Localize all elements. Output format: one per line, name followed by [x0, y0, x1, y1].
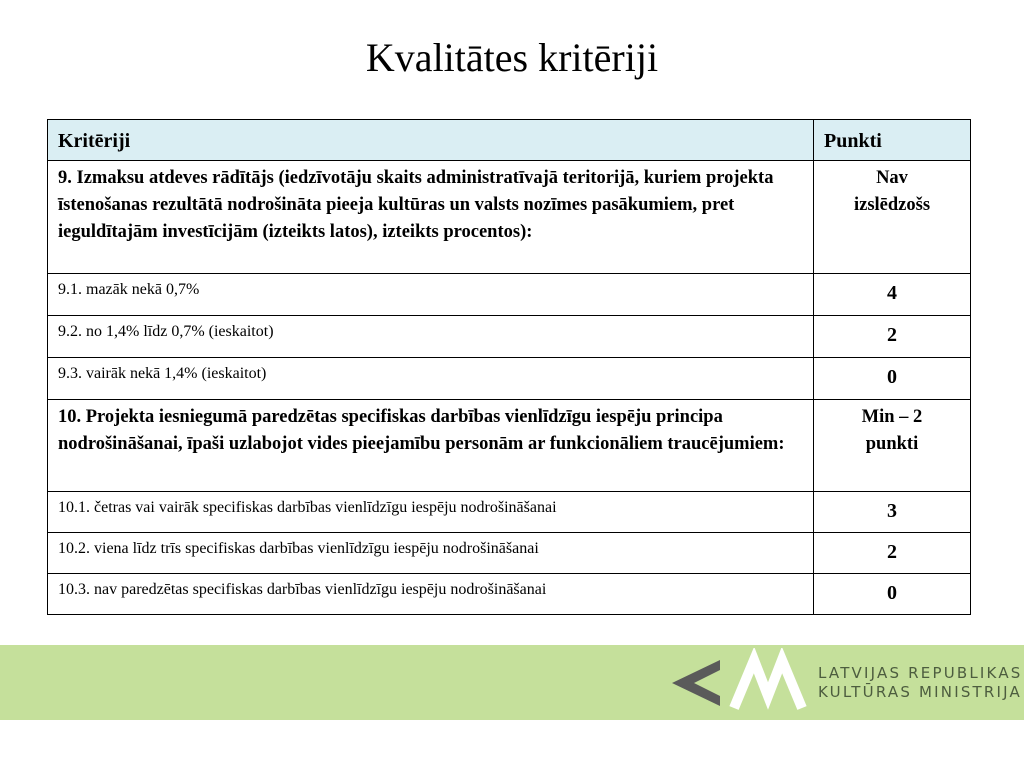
criterion-10-1-desc: 10.1. četras vai vairāk specifiskas darbības vienlīdzīgu iespēju nodrošināšanai	[48, 492, 814, 533]
criteria-table	[47, 119, 971, 615]
criterion-9-2-points: 2	[814, 316, 971, 358]
criterion-10-1-points: 3	[814, 492, 971, 533]
criterion-10-points-line1: Min – 2	[861, 407, 923, 427]
header-points: Punkti	[814, 120, 971, 161]
table-row	[48, 492, 971, 533]
logo-line-1: LATVIJAS REPUBLIKAS	[818, 664, 1023, 682]
criterion-10-3-desc: 10.3. nav paredzētas specifiskas darbības vienlīdzīgu iespēju nodrošināšanai	[48, 574, 814, 615]
criterion-10-2-points: 2	[814, 533, 971, 574]
table-row	[48, 358, 971, 400]
criterion-9-points-line1: Nav	[876, 168, 908, 188]
criterion-9-3-points: 0	[814, 358, 971, 400]
criterion-10-desc: 10. Projekta iesniegumā paredzētas specifiskas darbības vienlīdzīgu iespēju principa nodrošināšanai, īpaši uzlabojot vides pieejamību personām ar funkcionāliem traucējumiem:	[48, 400, 814, 492]
table-row	[48, 161, 971, 274]
slide-title: Kvalitātes kritēriji	[365, 35, 659, 80]
ministry-logo-icon	[668, 648, 808, 718]
criterion-9-points-line2: izslēdzošs	[853, 195, 931, 215]
criterion-10-3-points: 0	[814, 574, 971, 615]
criterion-9-2-desc: 9.2. no 1,4% līdz 0,7% (ieskaitot)	[48, 316, 814, 358]
criterion-10-points	[814, 400, 971, 492]
table-row	[48, 400, 971, 492]
logo-line-2: KULTŪRAS MINISTRIJA	[818, 683, 1022, 701]
header-criteria: Kritēriji	[48, 120, 814, 161]
criterion-9-1-points: 4	[814, 274, 971, 316]
criterion-10-points-line2: punkti	[865, 434, 919, 454]
table-row	[48, 574, 971, 615]
criterion-9-3-desc: 9.3. vairāk nekā 1,4% (ieskaitot)	[48, 358, 814, 400]
table-header-row	[48, 120, 971, 161]
table-row	[48, 533, 971, 574]
table-row	[48, 316, 971, 358]
table-row	[48, 274, 971, 316]
criterion-9-desc: 9. Izmaksu atdeves rādītājs (iedzīvotāju skaits administratīvajā teritorijā, kuriem projekta īstenošanas rezultātā nodrošināta pieeja kultūras un valsts nozīmes pasākumiem, pret ieguldītajām investīcijām (izteikts latos), izteikts procentos):	[48, 161, 814, 274]
criterion-9-points	[814, 161, 971, 274]
criterion-9-1-desc: 9.1. mazāk nekā 0,7%	[48, 274, 814, 316]
criterion-10-2-desc: 10.2. viena līdz trīs specifiskas darbības vienlīdzīgu iespēju nodrošināšanai	[48, 533, 814, 574]
ministry-logo-text	[818, 664, 1023, 702]
